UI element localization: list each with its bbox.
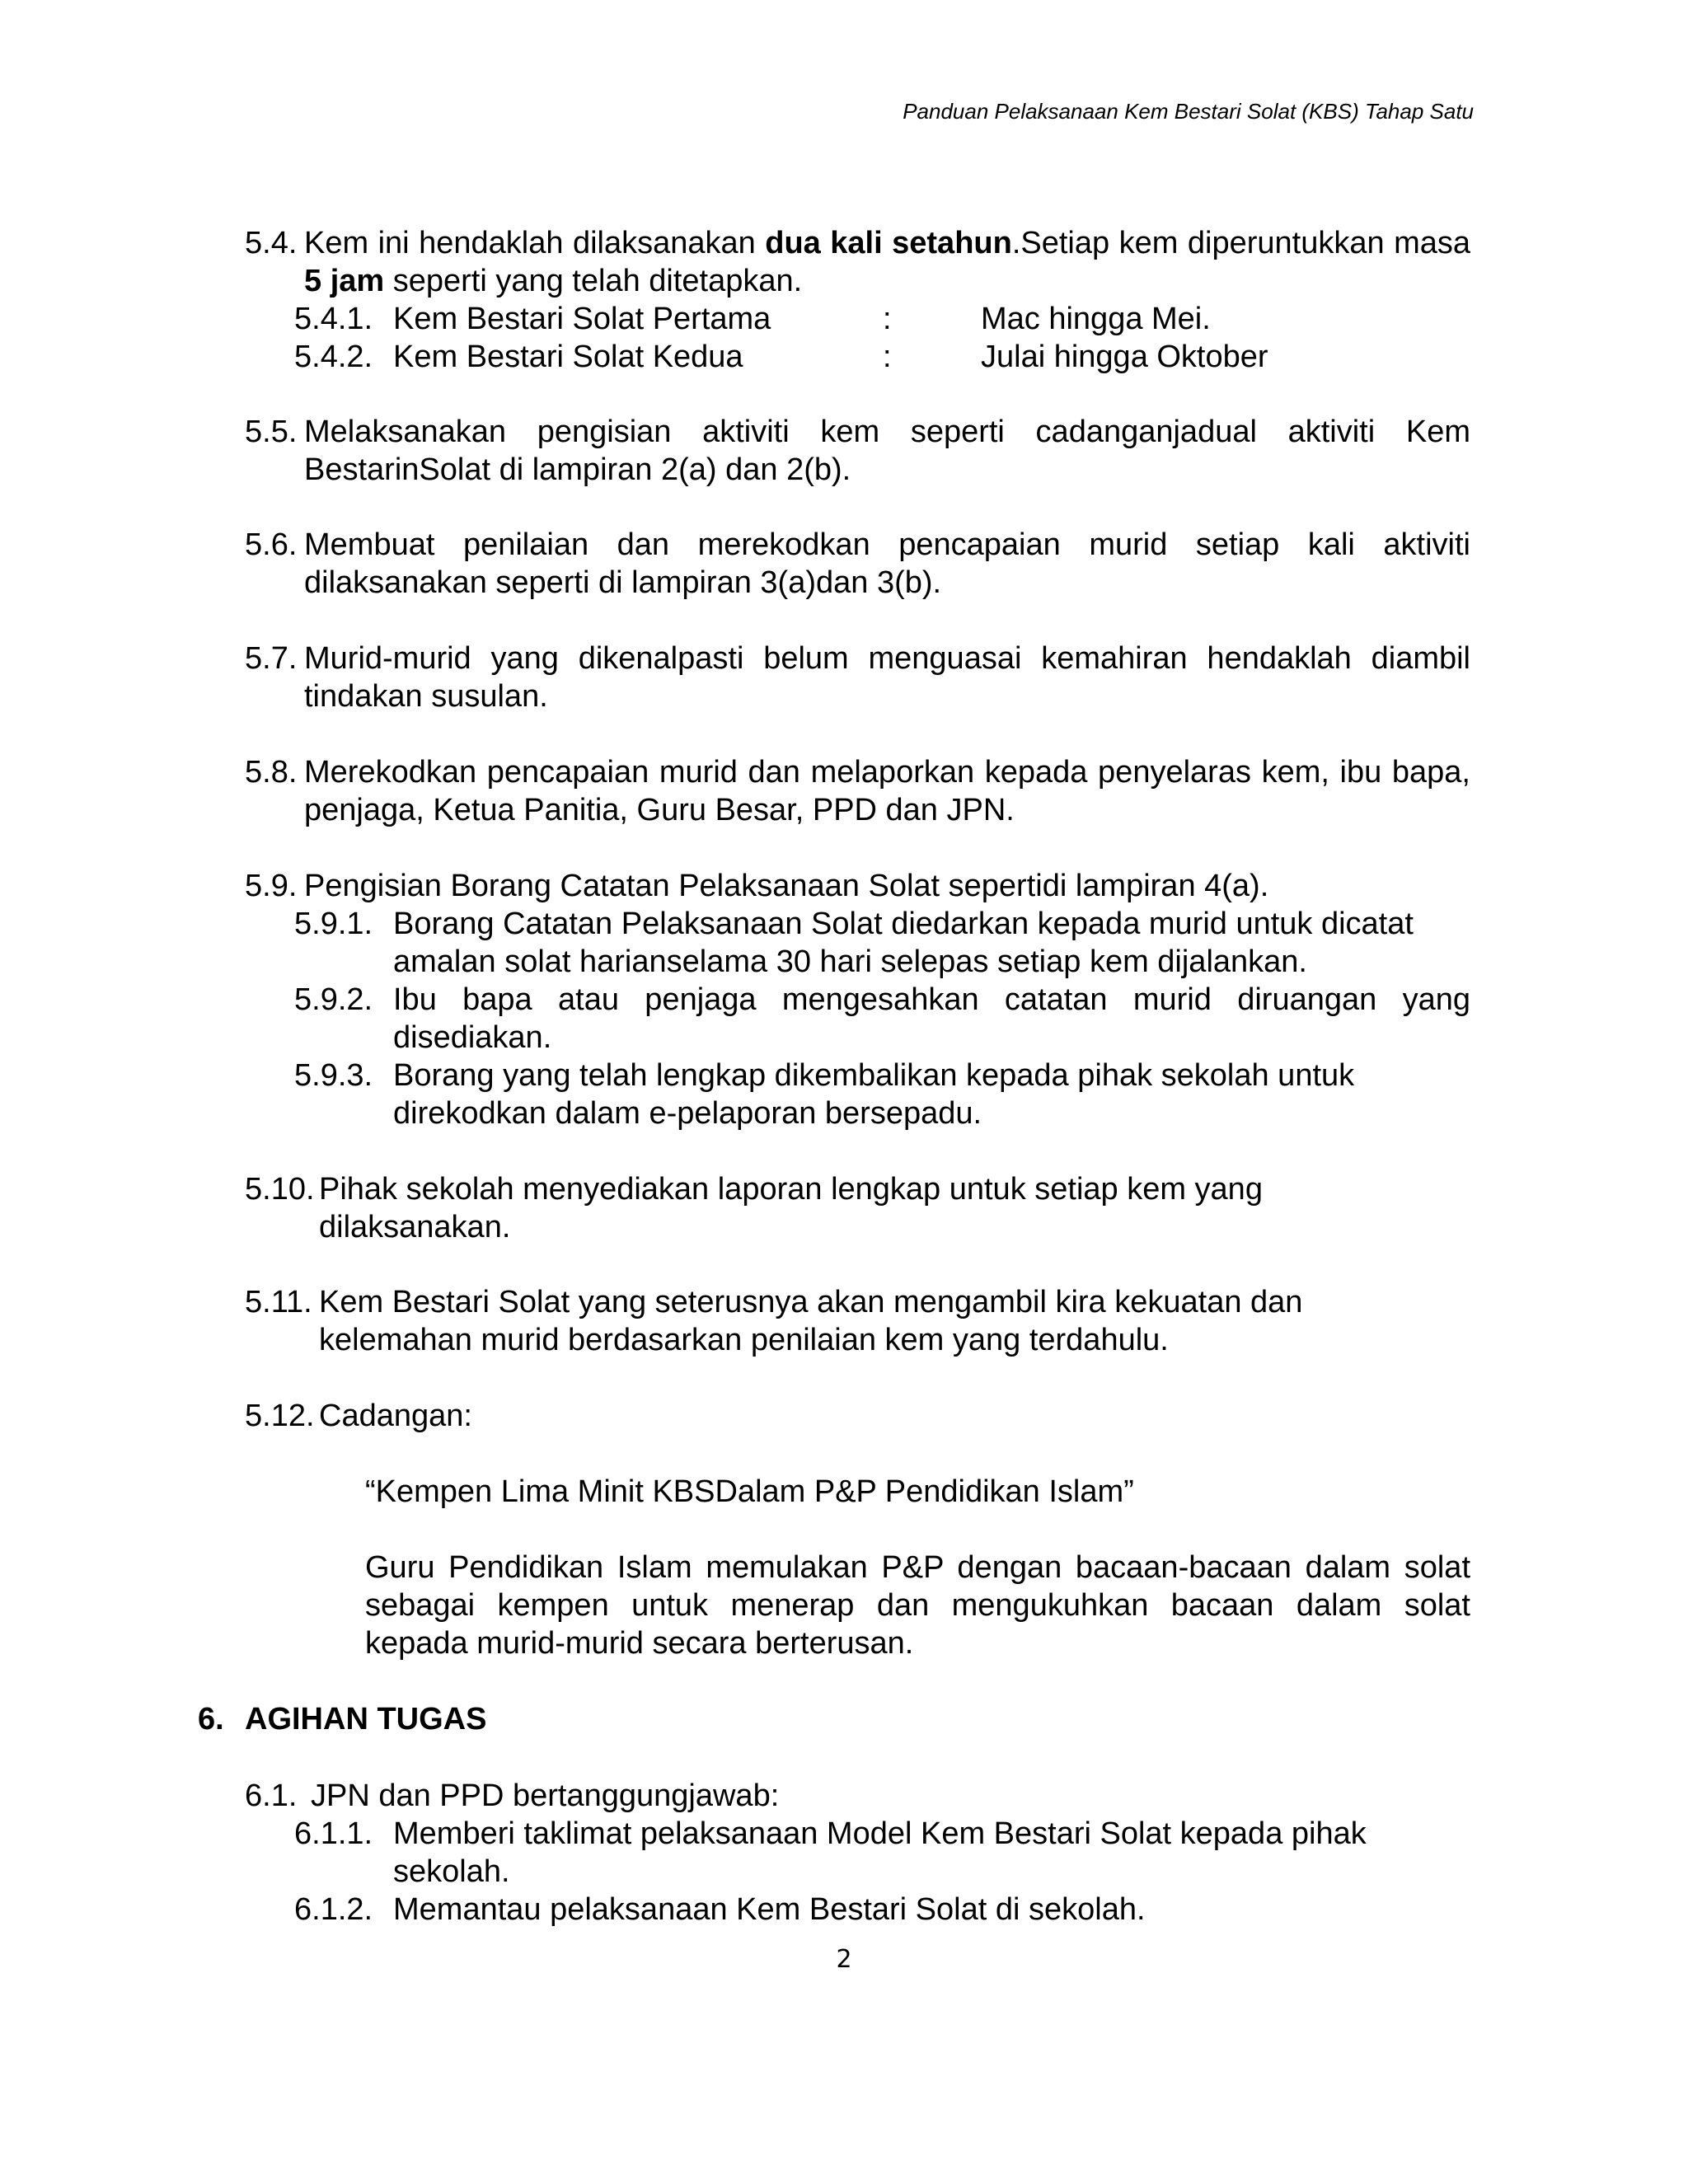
text-run: .Setiap kem diperuntukkan masa <box>1011 226 1470 260</box>
item-5-9-2 <box>294 981 1470 1057</box>
item-5-6 <box>245 526 1470 602</box>
camp-period: Julai hingga Oktober <box>981 340 1268 374</box>
text-run: Kem ini hendaklah dilaksanakan <box>304 226 766 260</box>
item-number: 5.4.2. <box>294 340 373 374</box>
item-number: 5.12. <box>245 1399 315 1433</box>
item-5-12 <box>245 1397 1470 1435</box>
item-number: 6.1. <box>245 1779 298 1813</box>
item-number: 5.9.1. <box>294 907 373 941</box>
running-header: Panduan Pelaksanaan Kem Bestari Solat (KBS) Tahap Satu <box>903 99 1474 124</box>
item-number: 5.7. <box>245 641 298 676</box>
item-number: 5.4. <box>245 226 298 260</box>
item-text: Memantau pelaksanaan Kem Bestari Solat di sekolah. <box>393 1892 1146 1927</box>
item-number: 5.8. <box>245 755 298 790</box>
item-5-4-2 <box>294 338 1470 376</box>
item-text: Melaksanakan pengisian aktiviti kem seperti cadanganjadual aktiviti Kem BestarinSolat di lampiran 2(a) dan 2(b). <box>304 415 1470 487</box>
item-text: Merekodkan pencapaian murid dan melaporkan kepada penyelaras kem, ibu bapa, penjaga, Ketua Panitia, Guru Besar, PPD dan JPN. <box>304 755 1470 827</box>
page-number: 2 <box>836 1945 852 1974</box>
item-5-9 <box>245 867 1470 905</box>
item-text <box>304 224 1470 300</box>
item-number: 5.11. <box>245 1285 312 1319</box>
item-5-9-3 <box>294 1057 1470 1132</box>
item-text: Pihak sekolah menyediakan laporan lengkap untuk setiap kem yang dilaksanakan. <box>319 1172 1263 1244</box>
item-number: 6.1.2. <box>294 1892 373 1927</box>
camp-label: Kem Bestari Solat Pertama <box>393 302 771 336</box>
item-6-1-2 <box>294 1891 1470 1929</box>
item-text: Pengisian Borang Catatan Pelaksanaan Solat sepertidi lampiran 4(a). <box>304 869 1269 903</box>
item-text: Cadangan: <box>319 1399 472 1433</box>
item-6-1-1 <box>294 1815 1470 1891</box>
item-number: 5.10. <box>245 1172 315 1207</box>
item-number: 5.6. <box>245 527 298 562</box>
item-5-10 <box>245 1170 1470 1246</box>
camp-period: Mac hingga Mei. <box>981 302 1211 336</box>
item-5-5 <box>245 413 1470 489</box>
section-number: 6. <box>198 1702 224 1736</box>
item-text: JPN dan PPD bertanggungjawab: <box>311 1779 780 1813</box>
camp-label: Kem Bestari Solat Kedua <box>393 340 743 374</box>
item-6-1 <box>245 1777 1470 1815</box>
item-number: 5.9. <box>245 869 298 903</box>
text-run: seperti yang telah ditetapkan. <box>384 264 803 298</box>
campaign-description: Guru Pendidikan Islam memulakan P&P dengan bacaan-bacaan dalam solat sebagai kempen untuk menerap dan mengukuhkan bacaan dalam solat kepada murid-murid secara berterusan. <box>365 1550 1470 1661</box>
item-text: Borang yang telah lengkap dikembalikan kepada pihak sekolah untuk direkodkan dalam e-pelaporan bersepadu. <box>393 1058 1355 1131</box>
item-5-4-1 <box>294 300 1470 338</box>
item-number: 5.4.1. <box>294 302 373 336</box>
item-5-11 <box>245 1283 1470 1359</box>
campaign-title: “Kempen Lima Minit KBSDalam P&P Pendidikan Islam” <box>365 1474 1134 1509</box>
separator: : <box>883 302 892 336</box>
item-number: 6.1.1. <box>294 1816 373 1851</box>
item-5-8 <box>245 753 1470 829</box>
item-text: Borang Catatan Pelaksanaan Solat diedarkan kepada murid untuk dicatat amalan solat harianselama 30 hari selepas setiap kem dijalankan. <box>393 907 1414 979</box>
item-text: Ibu bapa atau penjaga mengesahkan catatan murid diruangan yang disediakan. <box>393 982 1470 1055</box>
item-number: 5.5. <box>245 415 298 449</box>
section-6-heading <box>198 1700 1470 1738</box>
section-title: AGIHAN TUGAS <box>245 1702 487 1736</box>
item-5-4 <box>245 224 1470 300</box>
item-text: Membuat penilaian dan merekodkan pencapaian murid setiap kali aktiviti dilaksanakan seperti di lampiran 3(a)dan 3(b). <box>304 527 1470 600</box>
item-text: Murid-murid yang dikenalpasti belum menguasai kemahiran hendaklah diambil tindakan susulan. <box>304 641 1470 714</box>
item-number: 5.9.2. <box>294 982 373 1017</box>
item-5-9-1 <box>294 905 1470 981</box>
item-5-7 <box>245 640 1470 715</box>
bold-text: dua kali setahun <box>765 226 1012 260</box>
bold-text: 5 jam <box>304 264 385 298</box>
separator: : <box>883 340 892 374</box>
item-number: 5.9.3. <box>294 1058 373 1093</box>
item-text: Kem Bestari Solat yang seterusnya akan mengambil kira kekuatan dan kelemahan murid berdasarkan penilaian kem yang terdahulu. <box>319 1285 1303 1357</box>
item-text: Memberi taklimat pelaksanaan Model Kem Bestari Solat kepada pihak sekolah. <box>393 1816 1367 1889</box>
